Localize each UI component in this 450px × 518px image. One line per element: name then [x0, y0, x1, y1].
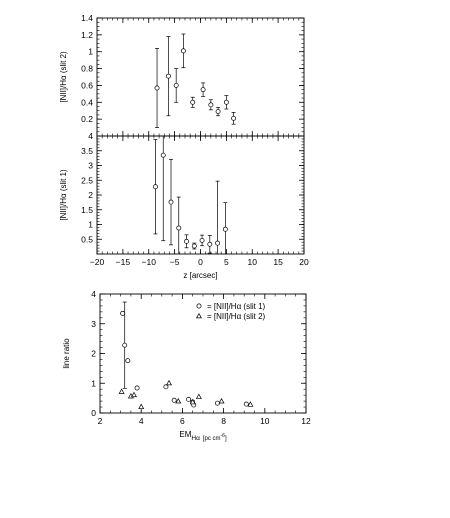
y-axis-title: [NII]/Hα (slit 1) — [59, 169, 68, 221]
y-tick-label: 2 — [88, 190, 93, 200]
x-tick-label: 20 — [299, 257, 309, 267]
x-tick-label: 15 — [273, 257, 283, 267]
data-point-triangle — [119, 389, 124, 393]
x-tick-label: −10 — [141, 257, 156, 267]
x-axis-title — [179, 430, 227, 442]
middle-panel-slit1 — [59, 131, 309, 280]
x-axis-title-subscript: Hα — [191, 435, 200, 442]
x-tick-label: 6 — [180, 416, 185, 426]
y-tick-label: 3 — [91, 318, 96, 329]
data-point-circle — [232, 116, 236, 120]
y-tick-label: 1 — [88, 219, 93, 230]
x-tick-label: 2 — [97, 416, 103, 426]
y-tick-label: 1 — [88, 46, 93, 57]
x-tick-label: −15 — [115, 257, 131, 267]
y-tick-label: 0.2 — [81, 114, 93, 125]
data-point-circle — [200, 238, 204, 242]
plot-frame — [97, 136, 304, 254]
data-point-circle — [215, 241, 219, 245]
data-point-circle — [153, 185, 157, 189]
y-tick-label: 0 — [91, 408, 96, 418]
x-tick-label: 8 — [221, 416, 226, 426]
y-tick-label: 4 — [91, 289, 96, 299]
data-point-triangle — [139, 404, 144, 408]
y-tick-label: 2 — [91, 348, 96, 359]
data-point-circle — [223, 227, 227, 231]
y-tick-label: 0.6 — [81, 80, 93, 91]
y-tick-label: 1.2 — [81, 29, 93, 40]
legend-marker-circle — [197, 304, 201, 308]
y-axis-title: line ratio — [62, 338, 71, 369]
x-tick-label: 5 — [224, 257, 229, 267]
data-point-circle — [181, 49, 185, 53]
x-tick-label: 10 — [247, 257, 257, 267]
data-point-circle — [224, 100, 228, 104]
data-point-triangle — [219, 399, 224, 403]
data-point-circle — [201, 88, 205, 92]
x-tick-label: 4 — [138, 416, 144, 426]
x-tick-label: 12 — [301, 416, 311, 426]
data-point-circle — [192, 244, 196, 248]
data-point-triangle — [196, 394, 201, 398]
data-point-circle — [191, 100, 195, 104]
legend-marker-triangle — [197, 314, 202, 318]
data-point-circle — [177, 226, 181, 230]
data-point-circle — [121, 311, 125, 315]
data-point-circle — [244, 402, 248, 406]
legend-entry: = [NII]/Hα (slit 2) — [207, 312, 266, 321]
data-point-circle — [164, 385, 168, 389]
x-axis-title-unit-end: ] — [224, 436, 227, 442]
x-axis-title-main: z [arcsec] — [183, 271, 218, 280]
y-tick-label: 0.4 — [81, 97, 93, 108]
data-point-circle — [166, 74, 170, 78]
y-tick-label: 4 — [88, 131, 93, 141]
data-point-circle — [186, 397, 190, 401]
y-tick-label: 3.5 — [81, 145, 93, 156]
y-tick-label: 2.5 — [81, 175, 93, 186]
y-axis-title: [NII]/Hα (slit 2) — [59, 51, 68, 103]
data-point-circle — [184, 239, 188, 243]
y-tick-label: 0.8 — [81, 63, 93, 74]
x-tick-label: 10 — [260, 416, 270, 426]
data-point-circle — [135, 386, 139, 390]
x-tick-label: −20 — [89, 257, 105, 267]
data-point-circle — [161, 153, 165, 157]
y-tick-label: 0.5 — [81, 234, 93, 245]
x-axis-title-unit-sup: -6 — [220, 433, 225, 439]
data-point-circle — [174, 83, 178, 87]
data-point-circle — [216, 109, 220, 113]
y-tick-label: 1.4 — [81, 13, 93, 23]
data-point-circle — [126, 359, 130, 363]
x-axis-title-unit: [pc cm — [202, 436, 221, 442]
data-point-circle — [208, 242, 212, 246]
x-axis-title-main: EM — [179, 430, 192, 439]
y-tick-label: 1 — [91, 378, 96, 389]
data-point-circle — [123, 343, 127, 347]
x-tick-label: 0 — [198, 257, 203, 267]
data-point-triangle — [132, 392, 137, 396]
x-tick-label: −5 — [169, 257, 180, 267]
top-panel-slit2 — [59, 13, 304, 136]
y-tick-label: 3 — [88, 160, 93, 171]
data-point-circle — [169, 200, 173, 204]
y-tick-label: 1.5 — [81, 204, 93, 215]
data-point-triangle — [176, 399, 181, 403]
data-point-circle — [209, 103, 213, 107]
data-point-circle — [172, 398, 176, 402]
plot-frame — [97, 18, 304, 136]
data-point-triangle — [167, 381, 172, 385]
x-axis-title — [183, 271, 217, 280]
bottom-panel-line-ratio — [62, 289, 311, 442]
data-point-circle — [155, 86, 159, 90]
legend-entry: = [NII]/Hα (slit 1) — [207, 302, 266, 311]
